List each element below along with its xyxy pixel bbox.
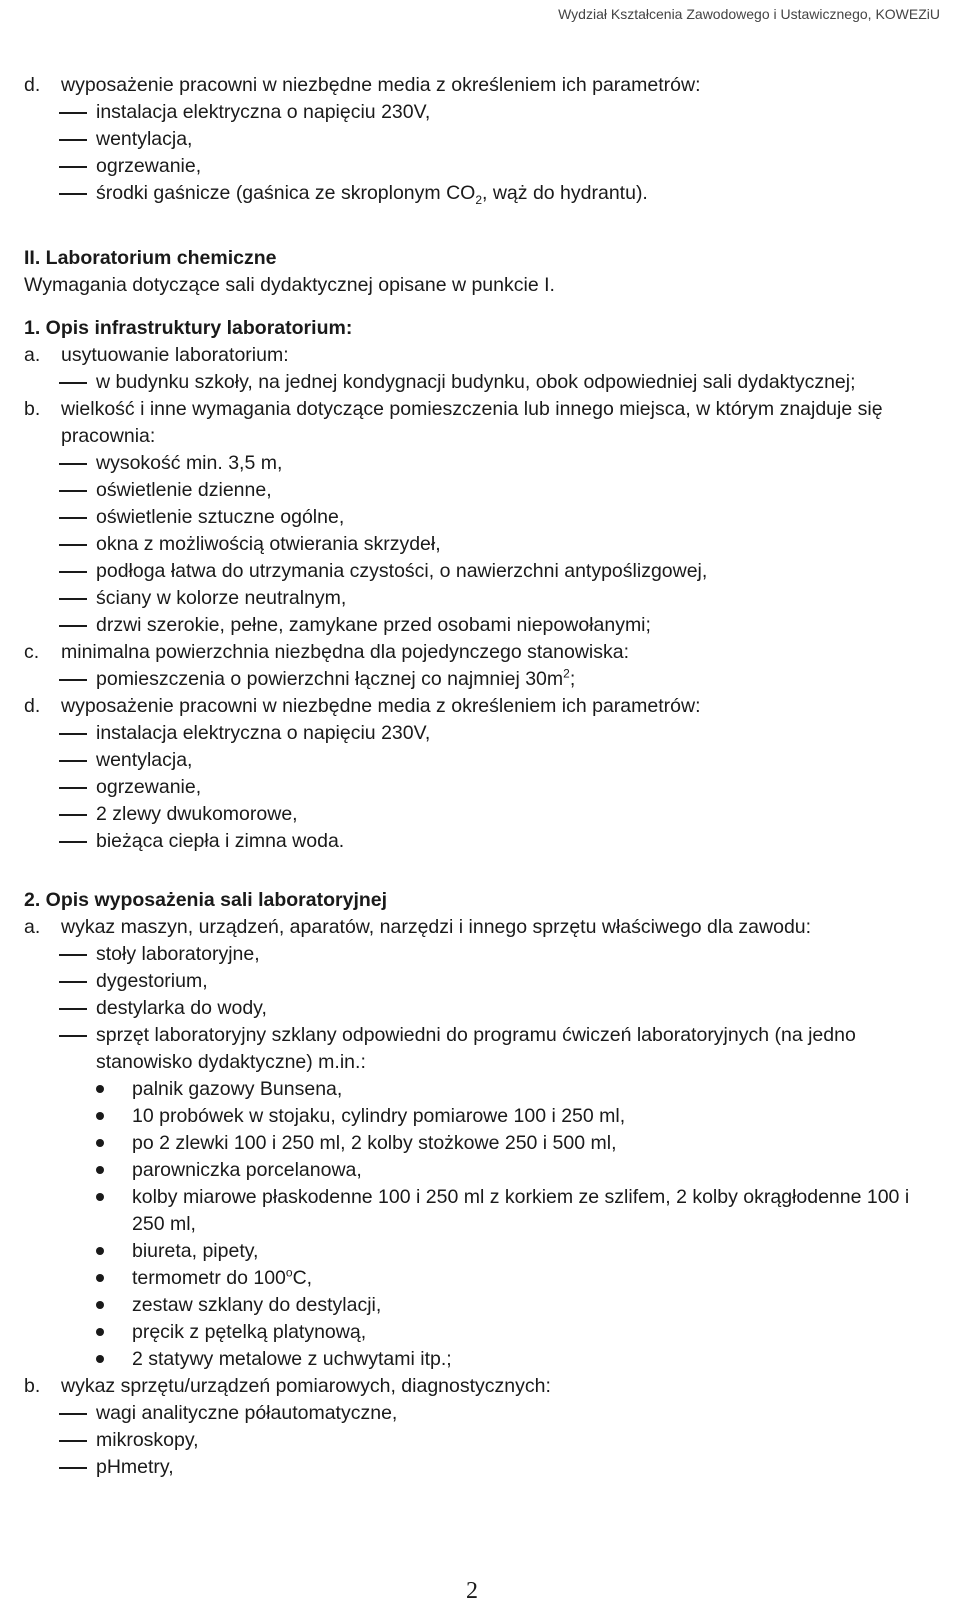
section-subtitle: Wymagania dotyczące sali dydaktycznej opisane w punkcie I. — [24, 274, 555, 296]
dash-item: bieżąca ciepła i zimna woda. — [96, 830, 345, 852]
bullet-item: kolby miarowe płaskodenne 100 i 250 ml z korkiem ze szlifem, 2 kolby okrągłodenne 100 i 250 ml, — [132, 1186, 910, 1235]
list-item: d. wyposażenie pracowni w niezbędne media z określeniem ich parametrów: — [24, 695, 701, 717]
dash-item: podłoga łatwa do utrzymania czystości, o nawierzchni antypoślizgowej, — [96, 560, 708, 582]
dash-item: ściany w kolorze neutralnym, — [96, 587, 347, 609]
bullet-item: zestaw szklany do destylacji, — [132, 1294, 382, 1316]
dash-item: sprzęt laboratoryjny szklany odpowiedni do programu ćwiczeń laboratoryjnych (na jedno stanowisko dydaktyczne) m.in.: — [96, 1024, 856, 1073]
dash-item: destylarka do wody, — [96, 997, 267, 1019]
dash-item: ogrzewanie, — [96, 776, 202, 798]
bullet-item: parowniczka porcelanowa, — [132, 1159, 362, 1181]
page-number: 2 — [466, 1578, 478, 1604]
bullet-item: pręcik z pętelką platynową, — [132, 1321, 367, 1343]
dash-item: instalacja elektryczna o napięciu 230V, — [96, 101, 431, 123]
dash-item: instalacja elektryczna o napięciu 230V, — [96, 722, 431, 744]
list-item: a. wykaz maszyn, urządzeń, aparatów, narzędzi i innego sprzętu właściwego dla zawodu: — [24, 916, 812, 938]
dash-item: dygestorium, — [96, 970, 208, 992]
bullet-item: palnik gazowy Bunsena, — [132, 1078, 343, 1100]
dash-item: oświetlenie sztuczne ogólne, — [96, 506, 345, 528]
dash-item: wentylacja, — [96, 128, 193, 150]
dash-item: środki gaśnicze (gaśnica ze skroplonym $CO_2$, wąż do hydrantu). — [96, 182, 648, 207]
bullet-item: 2 statywy metalowe z uchwytami itp.; — [132, 1348, 452, 1370]
list-item: c. minimalna powierzchnia niezbędna dla pojedynczego stanowiska: — [24, 641, 630, 663]
bullet-item: 10 probówek w stojaku, cylindry pomiarowe 100 i 250 ml, — [132, 1105, 626, 1127]
dash-item: drzwi szerokie, pełne, zamykane przed osobami niepowołanymi; — [96, 614, 651, 636]
dash-item: pomieszczenia o powierzchni łącznej co najmniej $30m^2$; — [96, 666, 576, 690]
list-item: d. wyposażenie pracowni w niezbędne media z określeniem ich parametrów: — [24, 74, 701, 96]
dash-item: w budynku szkoły, na jednej kondygnacji budynku, obok odpowiedniej sali dydaktycznej; — [96, 371, 856, 393]
dash-item: pHmetry, — [96, 1456, 174, 1478]
dash-item: wagi analityczne półautomatyczne, — [96, 1402, 398, 1424]
list-item: b. wykaz sprzętu/urządzeń pomiarowych, diagnostycznych: — [24, 1375, 551, 1397]
dash-item: mikroskopy, — [96, 1429, 199, 1451]
subsection-title: 1. Opis infrastruktury laboratorium: — [24, 317, 353, 339]
page-header: Wydział Kształcenia Zawodowego i Ustawicznego, KOWEZiU — [558, 6, 940, 22]
dash-item: ogrzewanie, — [96, 155, 202, 177]
subsection-title: 2. Opis wyposażenia sali laboratoryjnej — [24, 889, 388, 911]
bullet-item: termometr do 100$^o$C, — [132, 1265, 313, 1289]
dash-item: 2 zlewy dwukomorowe, — [96, 803, 298, 825]
bullet-item: po 2 zlewki 100 i 250 ml, 2 kolby stożkowe 250 i 500 ml, — [132, 1132, 617, 1154]
bullet-item: biureta, pipety, — [132, 1240, 259, 1262]
section-title: II. Laboratorium chemiczne — [24, 247, 277, 269]
dash-item: wentylacja, — [96, 749, 193, 771]
document-body — [24, 72, 944, 1481]
list-item: b. wielkość i inne wymagania dotyczące pomieszczenia lub innego miejsca, w którym znajduje się pracownia: — [24, 398, 883, 447]
dash-item: okna z możliwością otwierania skrzydeł, — [96, 533, 441, 555]
dash-item: wysokość min. 3,5 m, — [96, 452, 283, 474]
list-item: a. usytuowanie laboratorium: — [24, 344, 289, 366]
dash-item: oświetlenie dzienne, — [96, 479, 272, 501]
dash-item: stoły laboratoryjne, — [96, 943, 260, 965]
